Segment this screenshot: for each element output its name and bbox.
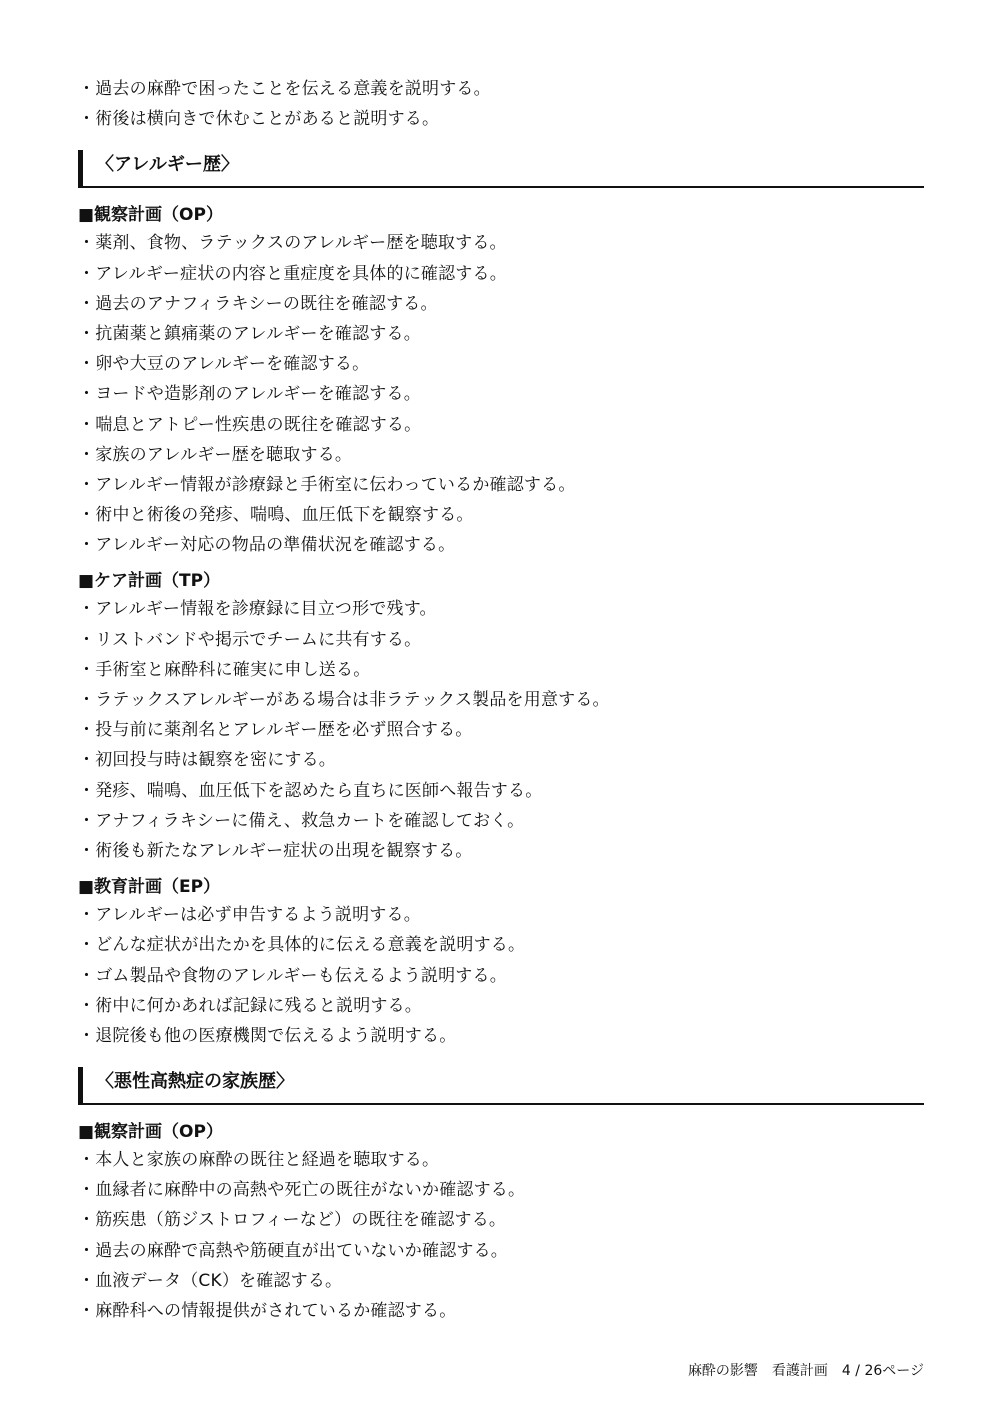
list-item: ・アレルギー情報が診療録と手術室に伝わっているか確認する。 (78, 474, 576, 495)
section-heading (78, 1067, 924, 1105)
list-item: ・過去の麻酔で困ったことを伝える意義を説明する。 (78, 79, 491, 99)
plan-subsection-title: ■教育計画（EP） (78, 877, 221, 898)
plan-item-list (78, 900, 924, 1051)
section-heading (78, 150, 924, 188)
plan-item-list (78, 228, 924, 560)
list-item: ・投与前に薬剤名とアレルギー歴を必ず照合する。 (78, 720, 473, 741)
list-item: ・血液データ（CK）を確認する。 (78, 1270, 343, 1291)
list-item: ・喘息とアトピー性疾患の既往を確認する。 (78, 414, 422, 435)
list-item: ・アレルギー症状の内容と重症度を具体的に確認する。 (78, 263, 507, 284)
list-item: ・ラテックスアレルギーがある場合は非ラテックス製品を用意する。 (78, 690, 610, 710)
list-item: ・どんな症状が出たかを具体的に伝える意義を説明する。 (78, 935, 526, 956)
plan-subsection (78, 568, 924, 866)
section-title: 〈アレルギー歴〉 (96, 154, 239, 176)
list-item: ・初回投与時は観察を密にする。 (78, 750, 336, 771)
list-item: ・リストバンドや掲示でチームに共有する。 (78, 629, 422, 650)
list-item: ・退院後も他の医療機関で伝えるよう説明する。 (78, 1025, 457, 1046)
plan-item-list (78, 594, 924, 866)
list-item: ・術後は横向きで休むことがあると説明する。 (78, 109, 440, 130)
list-item: ・アレルギーは必ず申告するよう説明する。 (78, 905, 421, 926)
list-item: ・過去のアナフィラキシーの既往を確認する。 (78, 293, 438, 314)
list-item: ・アレルギー対応の物品の準備状況を確認する。 (78, 535, 456, 556)
sections-container (78, 150, 924, 1326)
plan-subsection-title: ■観察計画（OP） (78, 205, 223, 226)
plan-subsection (78, 202, 924, 560)
continued-item-list (78, 74, 924, 134)
list-item: ・血縁者に麻酔中の高熱や死亡の既往がないか確認する。 (78, 1180, 526, 1201)
list-item: ・ヨードや造影剤のアレルギーを確認する。 (78, 384, 421, 405)
list-item: ・アレルギー情報を診療録に目立つ形で残す。 (78, 599, 437, 620)
plan-item-list (78, 1145, 924, 1326)
section (78, 150, 924, 1051)
list-item: ・術中に何かあれば記録に残ると説明する。 (78, 995, 422, 1016)
list-item: ・麻酔科への情報提供がされているか確認する。 (78, 1301, 457, 1321)
plan-subsection (78, 874, 924, 1051)
section-heading-bar (78, 150, 83, 187)
list-item: ・術中と術後の発疹、喘鳴、血圧低下を観察する。 (78, 505, 474, 526)
list-item: ・ゴム製品や食物のアレルギーも伝えるよう説明する。 (78, 965, 507, 986)
list-item: ・過去の麻酔で高熱や筋硬直が出ていないか確認する。 (78, 1240, 508, 1261)
plan-subsection (78, 1119, 924, 1326)
list-item: ・発疹、喘鳴、血圧低下を認めたら直ちに医師へ報告する。 (78, 780, 543, 801)
list-item: ・本人と家族の麻酔の既往と経過を聴取する。 (78, 1150, 440, 1171)
page-footer: 麻酔の影響 看護計画 4 / 26ページ (687, 1363, 924, 1379)
section-heading-bar (78, 1067, 83, 1104)
list-item: ・手術室と麻酔科に確実に申し送る。 (78, 659, 371, 680)
plan-subsection-title: ■ケア計画（TP） (78, 571, 221, 592)
list-item: ・卵や大豆のアレルギーを確認する。 (78, 354, 370, 375)
list-item: ・家族のアレルギー歴を聴取する。 (78, 444, 353, 465)
list-item: ・筋疾患（筋ジストロフィーなど）の既往を確認する。 (78, 1210, 507, 1231)
list-item: ・アナフィラキシーに備え、救急カートを確認しておく。 (78, 810, 525, 831)
page-content (78, 74, 924, 1326)
section-title: 〈悪性高熱症の家族歴〉 (96, 1071, 294, 1093)
list-item: ・抗菌薬と鎮痛薬のアレルギーを確認する。 (78, 323, 421, 344)
section (78, 1067, 924, 1326)
plan-subsection-title: ■観察計画（OP） (78, 1122, 223, 1143)
list-item: ・薬剤、食物、ラテックスのアレルギー歴を聴取する。 (78, 233, 507, 254)
list-item: ・術後も新たなアレルギー症状の出現を観察する。 (78, 840, 473, 861)
